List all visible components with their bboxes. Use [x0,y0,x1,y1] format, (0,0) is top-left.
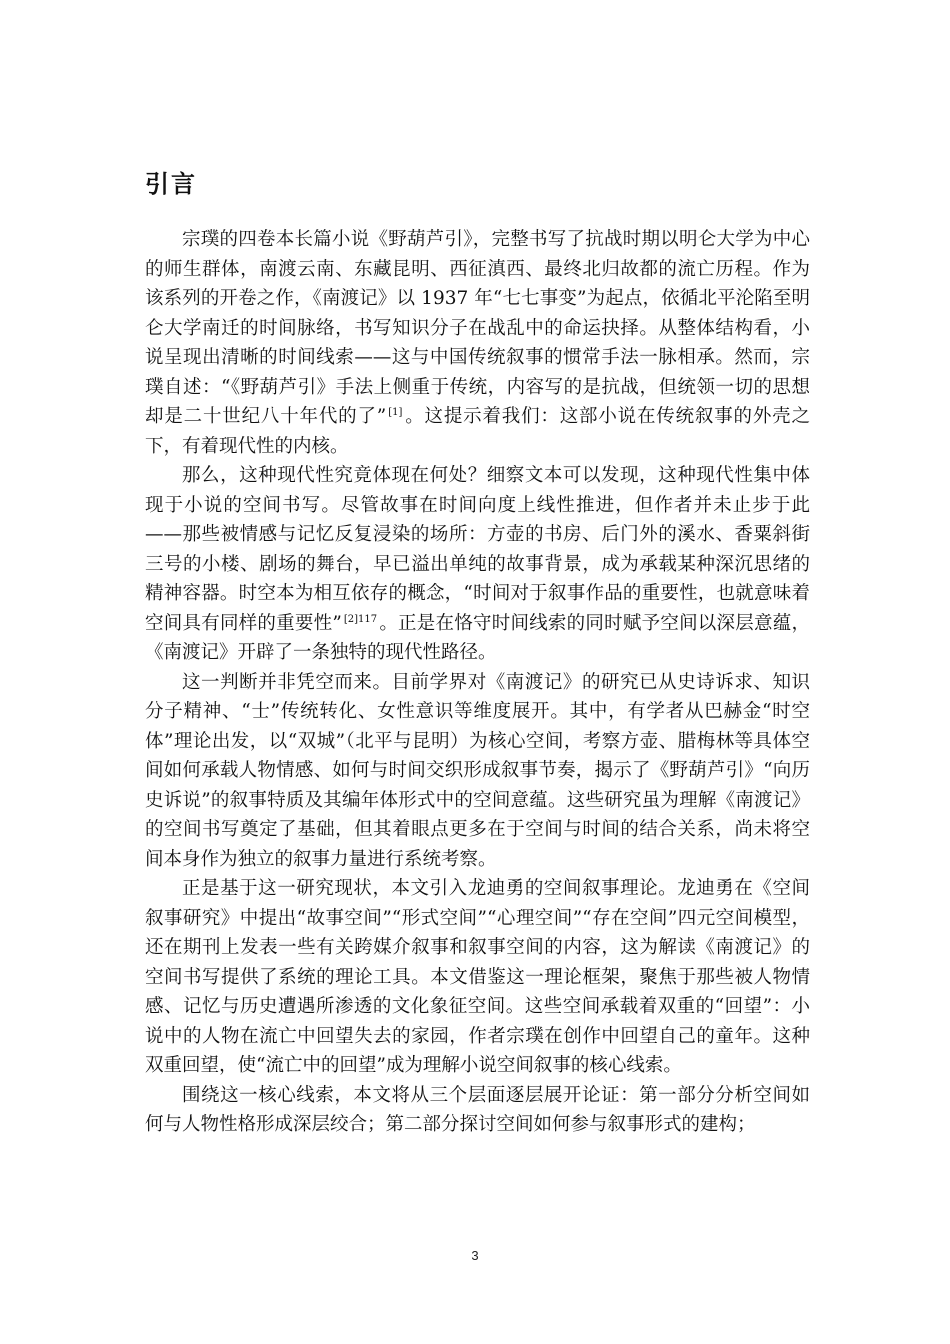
paragraph-1-text-b: 。这提示着我们：这部小说在传统叙事的外壳之下，有着现代性的内核。 [145,406,810,457]
paragraph-2 [145,461,810,668]
paragraph-4: 正是基于这一研究现状，本文引入龙迪勇的空间叙事理论。龙迪勇在《空间叙事研究》中提出“故事空间”“形式空间”“心理空间”“存在空间”四元空间模型，还在期刊上发表一些有关跨媒介叙事和叙事空间的内容，这为解读《南渡记》的空间书写提供了系统的理论工具。本文借鉴这一理论框架，聚焦于那些被人物情感、记忆与历史遭遇所渗透的文化象征空间。这些空间承载着双重的“回望”：小说中的人物在流亡中回望失去的家园，作者宗璞在创作中回望自己的童年。这种双重回望，使“流亡中的回望”成为理解小说空间叙事的核心线索。 [145,878,810,1076]
section-heading: 引言 [145,170,197,198]
paragraph-3: 这一判断并非凭空而来。目前学界对《南渡记》的研究已从史诗诉求、知识分子精神、“士”传统转化、女性意识等维度展开。其中，有学者从巴赫金“时空体”理论出发，以“双城”（北平与昆明）为核心空间，考察方壶、腊梅林等具体空间如何承载人物情感、如何与时间交织形成叙事节奏，揭示了《野葫芦引》“向历史诉说”的叙事特质及其编年体形式中的空间意蕴。这些研究虽为理解《南渡记》的空间书写奠定了基础，但其着眼点更多在于空间与时间的结合关系，尚未将空间本身作为独立的叙事力量进行系统考察。 [145,671,810,870]
citation-ref-1: [1] [388,407,403,418]
paragraph-5: 围绕这一核心线索，本文将从三个层面逐层展开论证：第一部分分析空间如何与人物性格形成深层绞合；第二部分探讨空间如何参与叙事形式的建构； [145,1084,810,1135]
page-number: 3 [471,1248,479,1263]
paragraph-2-text-a: 那么，这种现代性究竟体现在何处？细察文本可以发现，这种现代性集中体现于小说的空间书写。尽管故事在时间向度上线性推进，但作者并未止步于此——那些被情感与记忆反复浸染的场所：方壶的书房、后门外的溪水、香粟斜街三号的小楼、剧场的舞台，早已溢出单纯的故事背景，成为承载某种深沉思绪的精神容器。时空本为相互依存的概念，“时间对于叙事作品的重要性，也就意味着空间具有同样的重要性” [145,465,810,634]
paragraph-2-text-b: 。正是在恪守时间线索的同时赋予空间以深层意蕴，《南渡记》开辟了一条独特的现代性路径。 [145,612,810,663]
body-text [145,225,810,1140]
paragraph-1 [145,225,810,461]
paragraph-1-text-a: 宗璞的四卷本长篇小说《野葫芦引》，完整书写了抗战时期以明仑大学为中心的师生群体，南渡云南、东藏昆明、西征滇西、最终北归故都的流亡历程。作为该系列的开卷之作，《南渡记》以 1937 年“七七事变”为起点，依循北平沦陷至明仑大学南迁的时间脉络，书写知识分子在战乱中的命运抉择。从整体结构看，小说呈现出清晰的时间线索——这与中国传统叙事的惯常手法一脉相承。然而，宗璞自述：“《野葫芦引》手法上侧重于传统，内容写的是抗战，但统领一切的思想却是二十世纪八十年代的了” [145,229,810,427]
citation-ref-2: [2]117 [343,613,378,625]
